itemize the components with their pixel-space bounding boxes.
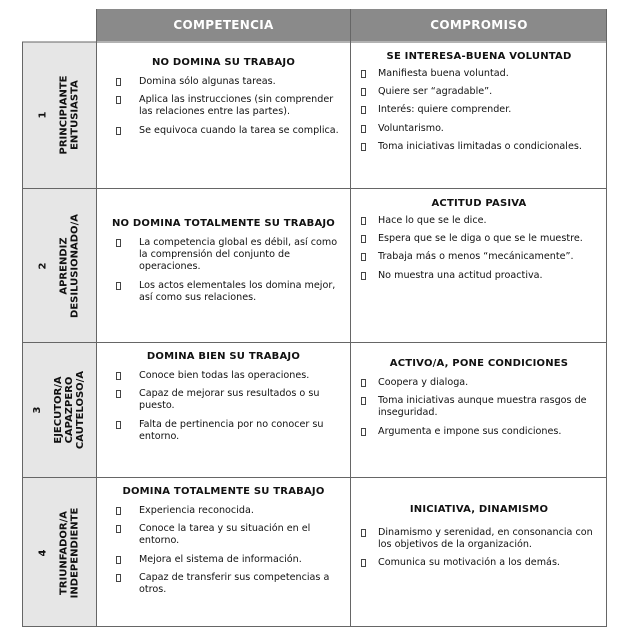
cell-title: DOMINA TOTALMENTE SU TRABAJO — [122, 486, 325, 497]
list-item: Toma iniciativas limitadas o condicionales. — [361, 141, 597, 153]
development-levels-table — [22, 9, 607, 627]
compromiso-cell-2 — [351, 189, 607, 288]
cell-title: SE INTERESA-BUENA VOLUNTAD — [386, 51, 572, 62]
checkbox-icon — [116, 574, 121, 582]
row-label-line: APRENDIZ — [58, 236, 70, 295]
header-competencia: COMPETENCIA — [97, 9, 350, 41]
competencia-cell-2 — [97, 189, 350, 310]
list-item: Hace lo que se le dice. — [361, 215, 597, 227]
row-label-2 — [22, 189, 96, 342]
list-item: Capaz de mejorar sus resultados o su puesto. — [107, 388, 340, 412]
checkbox-icon — [116, 372, 121, 380]
competencia-cell-4 — [97, 478, 350, 602]
checkbox-icon — [116, 556, 121, 564]
checkbox-icon — [361, 253, 366, 261]
row-label-line: ENTUSIASTA — [69, 80, 81, 150]
checkbox-icon — [361, 397, 366, 405]
row-number: 3 — [32, 406, 43, 414]
list-item: La competencia global es débil, así como la comprensión del conjunto de operaciones. — [107, 237, 340, 274]
checkbox-icon — [361, 106, 366, 114]
compromiso-cell-4 — [351, 478, 607, 576]
list-item: Aplica las instrucciones (sin comprender las relaciones entre las partes). — [107, 94, 340, 118]
checkbox-icon — [361, 217, 366, 225]
list-item: Argumenta e impone sus condiciones. — [361, 426, 597, 438]
competencia-cell-3 — [97, 343, 350, 449]
row-number: 2 — [37, 262, 49, 269]
list-item: Trabaja más o menos “mecánicamente”. — [361, 251, 597, 263]
table-row-2 — [22, 189, 607, 342]
row-label-line: DESILUSIONADO/A — [69, 213, 81, 318]
checkbox-icon — [361, 125, 366, 133]
checkbox-icon — [116, 525, 121, 533]
checkbox-icon — [361, 235, 366, 243]
list-item: Quiere ser “agradable”. — [361, 86, 597, 98]
row-number: 4 — [37, 549, 49, 556]
checkbox-icon — [361, 379, 366, 387]
list-item: Domina sólo algunas tareas. — [107, 76, 340, 88]
checkbox-icon — [116, 239, 121, 247]
list-item: Falta de pertinencia por no conocer su entorno. — [107, 419, 340, 443]
list-item: Conoce bien todas las operaciones. — [107, 370, 340, 382]
checkbox-icon — [361, 529, 366, 537]
table-row-3 — [22, 343, 607, 477]
list-item: Los actos elementales los domina mejor, así como sus relaciones. — [107, 280, 340, 304]
list-item: Se equivoca cuando la tarea se complica. — [107, 125, 340, 137]
list-item: Interés: quiere comprender. — [361, 104, 597, 116]
cell-title: NO DOMINA SU TRABAJO — [151, 57, 296, 68]
row-label-line: CAUTELOSO/A — [75, 370, 86, 450]
row-label-line: EJECUTOR/A — [53, 376, 64, 444]
checkbox-icon — [116, 390, 121, 398]
checkbox-icon — [116, 421, 121, 429]
checkbox-icon — [116, 78, 121, 86]
checkbox-icon — [361, 428, 366, 436]
checkbox-icon — [116, 127, 121, 135]
row-label-4 — [22, 478, 96, 627]
checkbox-icon — [361, 70, 366, 78]
row-label-line: INDEPENDIENTE — [69, 507, 81, 598]
list-item: Manifiesta buena voluntad. — [361, 68, 597, 80]
cell-title: ACTITUD PASIVA — [431, 198, 527, 209]
compromiso-cell-1 — [351, 42, 607, 159]
list-item: Capaz de transferir sus competencias a otros. — [107, 572, 340, 596]
cell-title: DOMINA BIEN SU TRABAJO — [146, 351, 301, 362]
compromiso-cell-3 — [351, 343, 607, 444]
checkbox-icon — [116, 282, 121, 290]
row-label-line: TRIUNFADOR/A — [58, 510, 70, 595]
checkbox-icon — [116, 96, 121, 104]
checkbox-icon — [361, 143, 366, 151]
checkbox-icon — [361, 88, 366, 96]
cell-title: ACTIVO/A, PONE CONDICIONES — [389, 358, 569, 369]
row-label-line: PRINCIPIANTE — [58, 75, 70, 155]
checkbox-icon — [116, 507, 121, 515]
list-item: Voluntarismo. — [361, 123, 597, 135]
list-item: Conoce la tarea y su situación en el entorno. — [107, 523, 340, 547]
table-row-1 — [22, 42, 607, 188]
checkbox-icon — [361, 272, 366, 280]
list-item: Toma iniciativas aunque muestra rasgos de inseguridad. — [361, 395, 597, 419]
list-item: No muestra una actitud proactiva. — [361, 270, 597, 282]
header-compromiso: COMPROMISO — [351, 9, 607, 41]
list-item: Coopera y dialoga. — [361, 377, 597, 389]
list-item: Experiencia reconocida. — [107, 505, 340, 517]
list-item: Comunica su motivación a los demás. — [361, 557, 597, 569]
cell-title: INICIATIVA, DINAMISMO — [409, 504, 549, 515]
list-item: Espera que se le diga o que se le muestre. — [361, 233, 597, 245]
competencia-cell-1 — [97, 42, 350, 143]
row-number: 1 — [37, 111, 49, 119]
list-item: Mejora el sistema de información. — [107, 554, 340, 566]
list-item: Dinamismo y serenidad, en consonancia con los objetivos de la organización. — [361, 527, 597, 551]
cell-title: NO DOMINA TOTALMENTE SU TRABAJO — [111, 218, 336, 229]
row-label-3 — [22, 343, 96, 477]
table-row-4 — [22, 478, 607, 627]
row-label-1 — [22, 42, 96, 188]
row-label-line: CAPAZPERO — [64, 376, 75, 444]
checkbox-icon — [361, 559, 366, 567]
